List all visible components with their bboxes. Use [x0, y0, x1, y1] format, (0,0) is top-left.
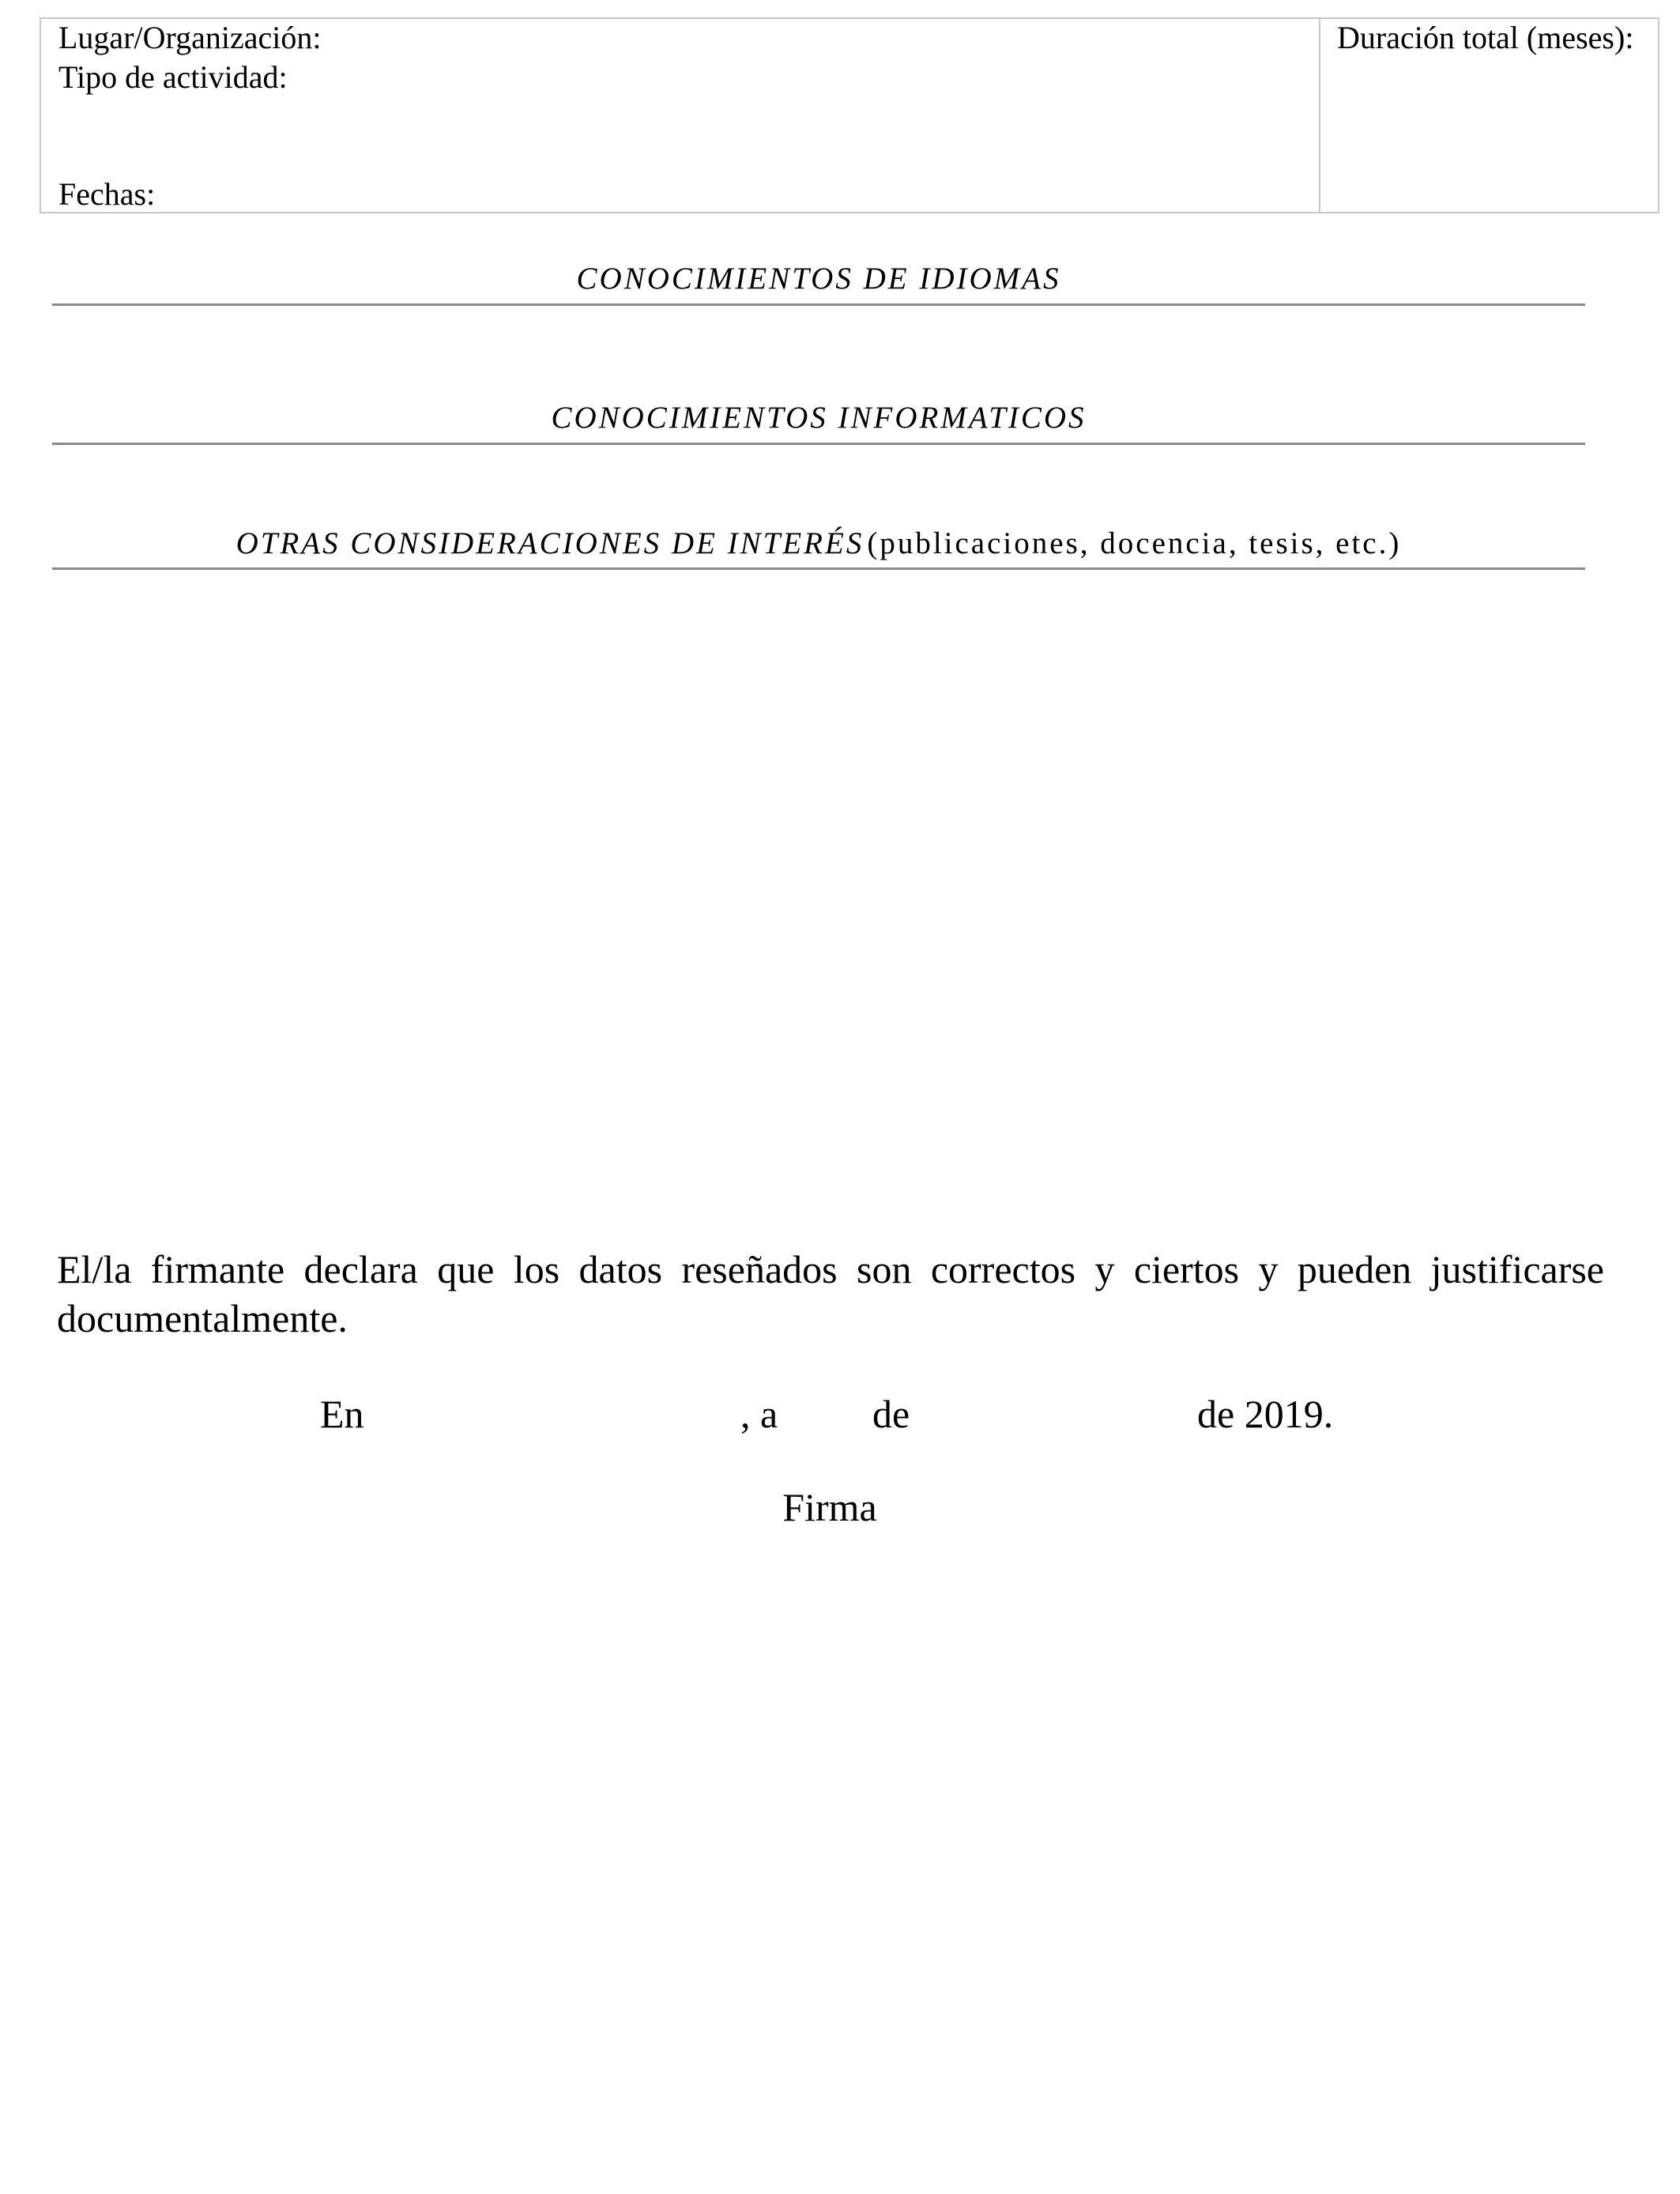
dates-label: Fechas: — [58, 176, 156, 212]
computing-heading — [52, 400, 1585, 435]
other-title: OTRAS CONSIDERACIONES DE INTERÉS — [235, 526, 864, 560]
column-divider — [1319, 19, 1320, 212]
languages-heading — [52, 261, 1585, 296]
year-text: de 2019. — [1197, 1392, 1334, 1436]
other-rule — [52, 567, 1585, 570]
place-prefix: En — [320, 1392, 364, 1436]
languages-rule — [52, 303, 1585, 306]
duration-label: Duración total (meses): — [1337, 20, 1634, 55]
other-heading — [52, 526, 1585, 561]
declaration-text: El/la firmante declara que los datos reseñados son correctos y ciertos y pueden justificarse documentalmente. — [57, 1247, 1604, 1340]
computing-rule — [52, 443, 1585, 445]
other-note: (publicaciones, docencia, tesis, etc.) — [867, 526, 1402, 560]
activity-type-label: Tipo de actividad: — [58, 59, 288, 95]
month-prefix: de — [872, 1392, 910, 1436]
day-prefix: , a — [740, 1392, 778, 1436]
activity-box — [40, 17, 1659, 213]
signature-label: Firma — [782, 1485, 877, 1529]
languages-title: CONOCIMIENTOS DE IDIOMAS — [576, 262, 1061, 296]
computing-title: CONOCIMIENTOS INFORMATICOS — [551, 401, 1087, 435]
place-label: Lugar/Organización: — [58, 20, 322, 55]
